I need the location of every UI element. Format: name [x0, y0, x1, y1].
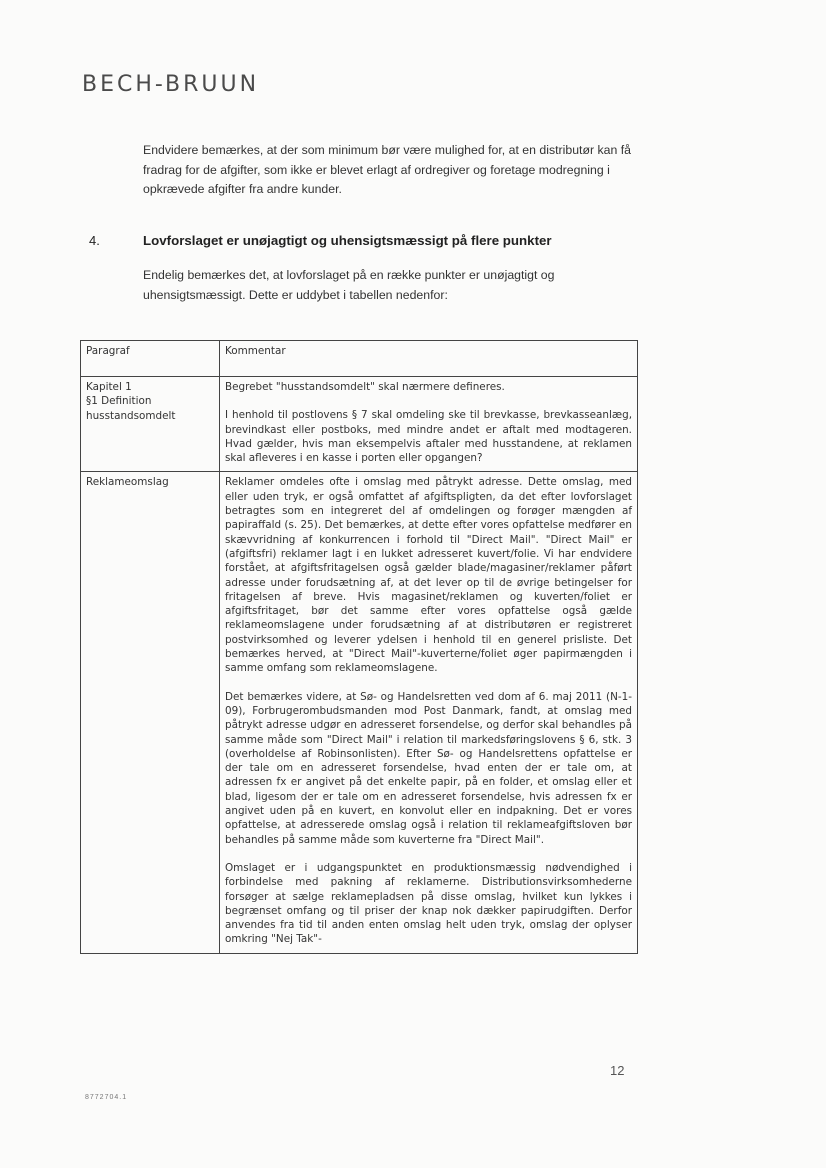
row-paragraf: Kapitel 1 §1 Definition husstandsomdelt — [81, 377, 220, 472]
row-kommentar — [220, 377, 638, 472]
comment-paragraph: Omslaget er i udgangspunktet en produktionsmæssig nødvendighed i forbindelse med pakning af reklamerne. Distributionsvirksomhederne forsøger at sælge reklamepladsen på disse omslag, hvilket kun lykkes i begrænset omfang og til priser der knap nok dækker papirudgiften. Derfor anvendes fra tid til anden enten omslag helt uden tryk, omslag der oplyser omkring "Nej Tak"- — [225, 861, 632, 946]
section-paragraph: Endelig bemærkes det, at lovforslaget på en række punkter er unøjagtigt og uhensigtsmæssigt. Dette er uddybet i tabellen nedenfor: — [143, 268, 555, 302]
comments-table — [80, 340, 638, 954]
section-number: 4. — [89, 233, 100, 248]
document-id: 8772704.1 — [85, 1094, 128, 1101]
row-paragraf: Reklameomslag — [81, 472, 220, 953]
row-kommentar — [220, 472, 638, 953]
section-title: Lovforslaget er unøjagtigt og uhensigtsmæssigt på flere punkter — [143, 233, 552, 248]
table-row — [81, 377, 638, 472]
intro-paragraph: Endvidere bemærkes, at der som minimum bør være mulighed for, at en distributør kan få fradrag for de afgifter, som ikke er blevet erlagt af ordregiver og foretage modregning i opkrævede afgifter fra andre kunder. — [143, 143, 631, 196]
page-number: 12 — [610, 1063, 625, 1078]
comment-paragraph: Det bemærkes videre, at Sø- og Handelsretten ved dom af 6. maj 2011 (N-1-09), Forbrugerombudsmanden mod Post Danmark, fandt, at omslag med påtrykt adresse udgør en adresseret forsendelse, og derfor skal behandles på samme måde som "Direct Mail" i relation til markedsføringslovens § 6, stk. 3 (overholdelse af Robinsonlisten). Efter Sø- og Handelsrettens opfattelse er der tale om en adresseret forsendelse, hvad enten der er tale om, at adressen fx er angivet på det enkelte papir, på en folder, et omslag eller et blad, ligesom der er tale om en adresseret forsendelse, hvis adressen fx er angivet uden på en kuvert, en konvolut eller en indpakning. Det er vores opfattelse, at adresserede omslag også i relation til reklameafgiftsloven bør behandles på samme måde som kuverterne fra "Direct Mail". — [225, 690, 632, 846]
header-paragraf: Paragraf — [81, 341, 220, 377]
comment-paragraph: Reklamer omdeles ofte i omslag med påtrykt adresse. Dette omslag, med eller uden tryk, er også omfattet af afgiftspligten, da det efter lovforslaget betragtes som en integreret del af omdelingen og forøger mængden af papiraffald (s. 25). Det bemærkes, at dette efter vores opfattelse medfører en skævvridning af konkurrencen i forhold til "Direct Mail". "Direct Mail" er (afgiftsfri) reklamer lagt i en lukket adresseret kuvert/folie. Vi har endvidere forstået, at afgiftsfritagelsen også gælder blade/magasiner/reklamer påført adresse under forudsætning af, at det lever op til de øvrige betingelser for fritagelsen af breve. Hvis magasinet/reklamen og kuverten/foliet er afgiftsfritaget, bør det samme efter vores opfattelse også gælde reklameomslagene under forudsætning af at distributøren er registreret postvirksomhed og leverer ydelsen i henhold til en generel prisliste. Det bemærkes herved, at "Direct Mail"-kuverterne/foliet øger papirmængden i samme omfang som reklameomslagene. — [225, 476, 632, 675]
comment-paragraph: Begrebet "husstandsomdelt" skal nærmere defineres. — [225, 381, 505, 393]
company-logo: BECH-BRUUN — [82, 72, 260, 97]
table-header-row — [81, 341, 638, 377]
header-kommentar: Kommentar — [220, 341, 638, 377]
comment-paragraph: I henhold til postlovens § 7 skal omdeling ske til brevkasse, brevkasseanlæg, brevindkast eller postboks, med mindre andet er aftalt med modtageren. Hvad gælder, hvis man eksempelvis aftaler med husstandene, at reklamen skal afleveres i en kasse i porten eller opgangen? — [225, 409, 632, 465]
table-row — [81, 472, 638, 953]
